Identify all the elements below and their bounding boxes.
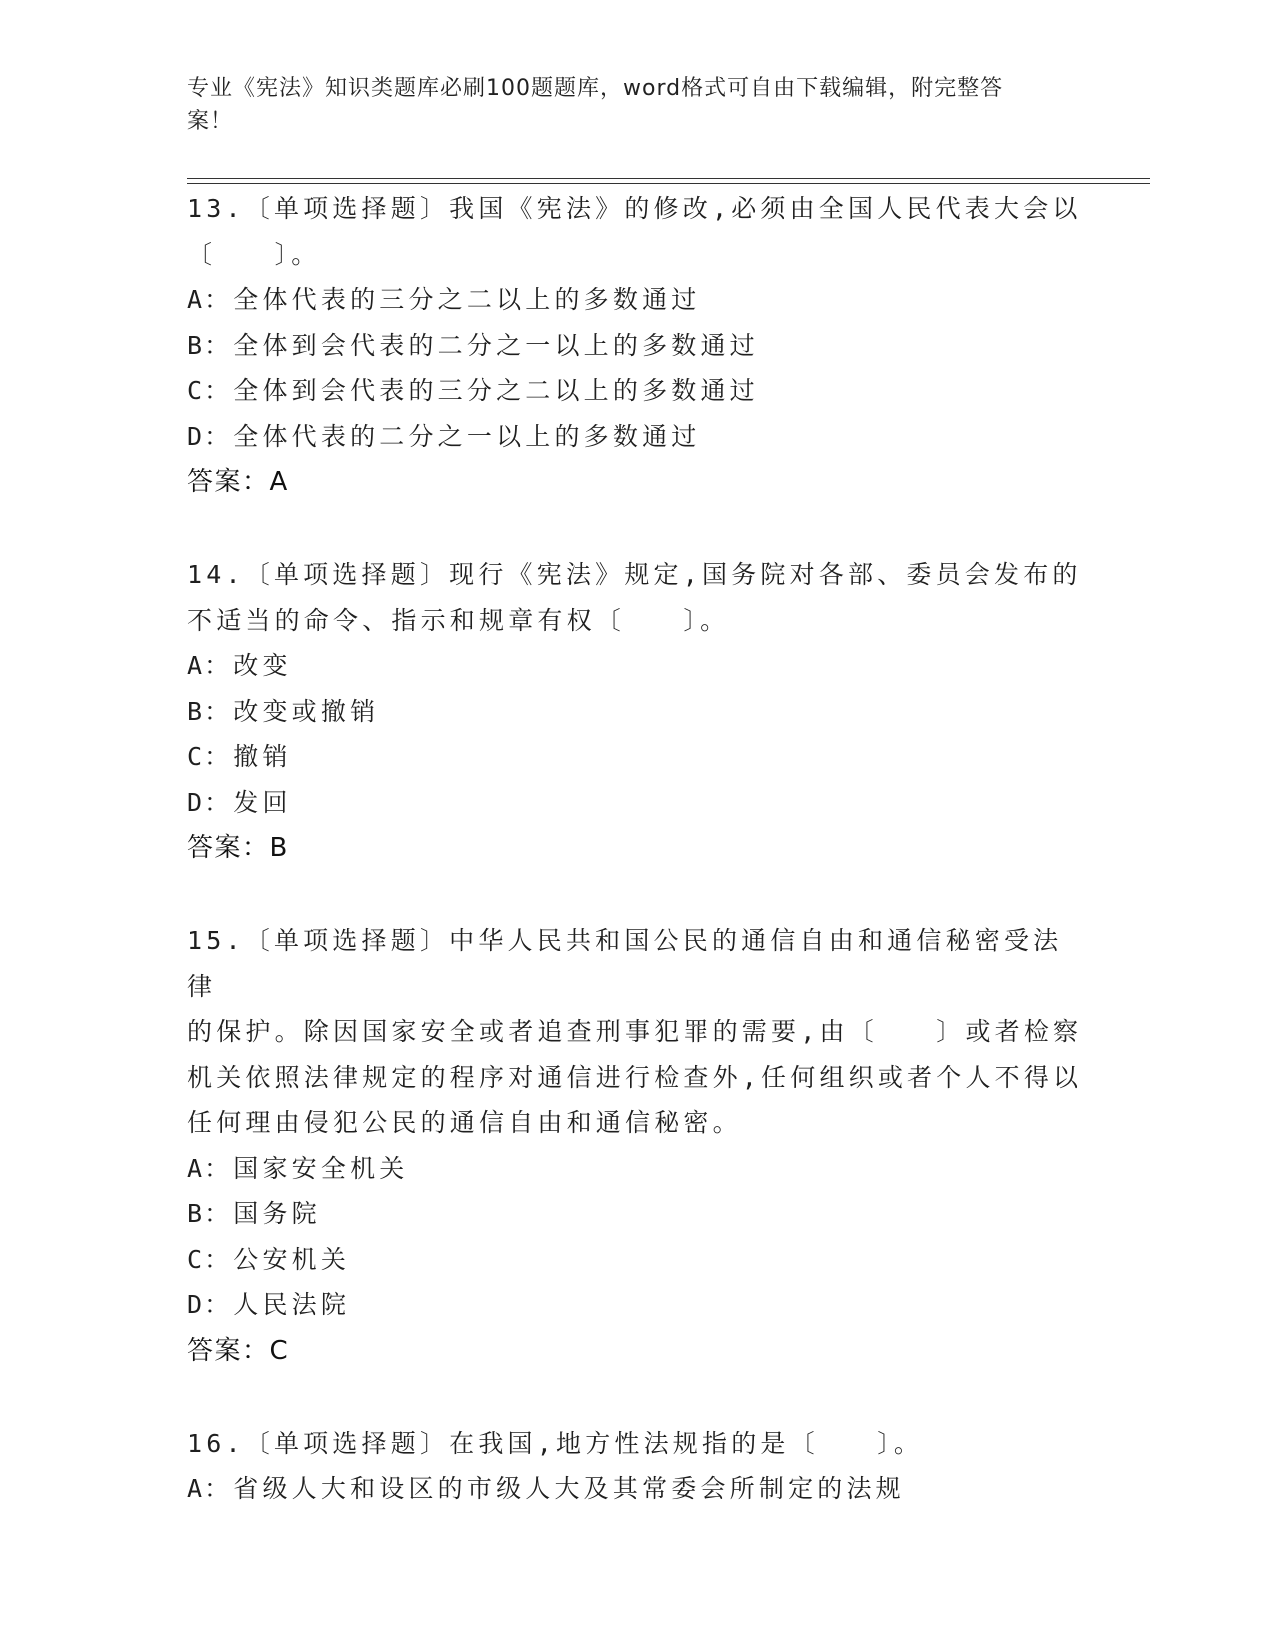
question-14 [187,552,1087,871]
option-key: D [187,421,205,451]
option-b [187,689,1087,735]
option-key: D [187,1290,205,1319]
option-separator: ： [204,285,234,314]
option-separator: ： [204,787,234,817]
question-13 [187,186,1087,505]
option-separator: ： [204,1290,234,1319]
option-c [187,734,1087,780]
option-separator: ： [204,696,234,726]
option-text: 全体到会代表的三分之二以上的多数通过 [233,376,759,405]
option-text: 公安机关 [233,1244,351,1274]
option-separator: ： [204,1153,234,1183]
option-text: 全体代表的二分之一以上的多数通过 [233,421,701,451]
option-separator: ： [204,421,234,451]
question-stem-line: 15.〔单项选择题〕中华人民共和国公民的通信自由和通信秘密受法律 [187,926,1063,1001]
option-separator: ： [204,742,234,771]
option-d [187,780,1087,826]
option-text: 国务院 [233,1199,321,1228]
option-key: C [187,742,205,771]
question-stem-line: 14.〔单项选择题〕现行《宪法》规定,国务院对各部、委员会发布的 [187,560,1082,589]
option-key: A [187,1153,205,1183]
option-text: 改变 [233,651,292,680]
option-key: C [187,376,205,405]
answer-value: B [269,833,289,863]
question-stem-line: 的保护。除因国家安全或者追查刑事犯罪的需要,由〔 〕或者检察 [187,1017,1083,1046]
option-c [187,368,1087,414]
option-key: A [187,285,205,314]
option-separator: ： [204,1474,234,1503]
option-text: 改变或撤销 [233,696,380,726]
question-stem-line: 任何理由侵犯公民的通信自由和通信秘密。 [187,1108,742,1137]
answer-value: A [269,467,289,497]
header-divider-top [187,178,1150,179]
option-a [187,1146,1087,1192]
option-key: A [187,651,205,680]
option-key: D [187,787,205,817]
option-separator: ： [204,651,234,680]
question-stem-line: 机关依照法律规定的程序对通信进行检查外,任何组织或者个人不得以 [187,1062,1083,1092]
question-stem-line: 16.〔单项选择题〕在我国,地方性法规指的是〔 〕。 [187,1428,924,1458]
answer-label: 答案： [187,467,270,497]
option-text: 国家安全机关 [233,1153,409,1183]
option-text: 发回 [233,787,292,817]
option-key: B [187,330,205,360]
option-a [187,643,1087,689]
option-b [187,1191,1087,1237]
option-text: 全体代表的三分之二以上的多数通过 [233,285,701,314]
option-separator: ： [204,376,234,405]
question-16 [187,1421,1087,1512]
option-key: A [187,1474,205,1503]
question-15 [187,918,1087,1374]
answer-line [187,825,1087,871]
option-separator: ： [204,1244,234,1274]
question-stem-line: 不适当的命令、指示和规章有权〔 〕。 [187,605,730,635]
question-stem-line: 〔 〕。 [187,239,321,269]
header-title-line-2: 案！ [187,109,234,134]
option-key: C [187,1244,205,1274]
option-d [187,414,1087,460]
option-text: 省级人大和设区的市级人大及其常委会所制定的法规 [233,1474,905,1503]
option-a [187,277,1087,323]
option-text: 撤销 [233,742,292,771]
option-text: 全体到会代表的二分之一以上的多数通过 [233,330,759,360]
question-list [187,186,1087,1559]
option-separator: ： [204,1199,234,1228]
option-text: 人民法院 [233,1290,351,1319]
option-key: B [187,696,205,726]
answer-line [187,459,1087,505]
answer-line [187,1328,1087,1374]
header-divider-bottom [187,183,1150,184]
question-stem-line: 13.〔单项选择题〕我国《宪法》的修改,必须由全国人民代表大会以 [187,194,1082,223]
answer-label: 答案： [187,1335,270,1366]
option-c [187,1237,1087,1283]
answer-label: 答案： [187,833,270,863]
answer-value: C [269,1335,290,1366]
option-d [187,1282,1087,1328]
option-key: B [187,1199,205,1228]
option-separator: ： [204,330,234,360]
header-title-line-1: 专业《宪法》知识类题库必刷100题题库，word格式可自由下载编辑，附完整答 [187,76,1004,101]
option-a [187,1466,1087,1512]
document-header [187,72,1067,138]
option-b [187,323,1087,369]
